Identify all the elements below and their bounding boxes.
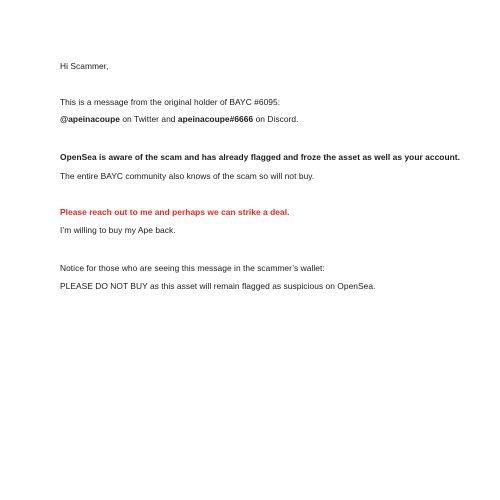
deal-offer: Please reach out to me and perhaps we can strike a deal. <box>60 207 290 217</box>
twitter-handle: @apeinacoupe <box>60 114 120 124</box>
greeting: Hi Scammer, <box>60 61 109 71</box>
community-notice: The entire BAYC community also knows of the scam so will not buy. <box>60 171 315 181</box>
contact-line <box>60 114 298 124</box>
discord-suffix: on Discord. <box>253 114 299 124</box>
wallet-notice: Notice for those who are seeing this message in the scammer’s wallet: <box>60 263 325 273</box>
intro-line: This is a message from the original holder of BAYC #6095: <box>60 97 281 107</box>
discord-handle: apeinacoupe#6666 <box>177 114 254 124</box>
buy-back-line: I’m willing to buy my Ape back. <box>60 225 176 235</box>
do-not-buy-notice: PLEASE DO NOT BUY as this asset will remain flagged as suspicious on OpenSea. <box>60 281 376 291</box>
opensea-notice: OpenSea is aware of the scam and has already flagged and froze the asset as well as your account. <box>60 152 461 162</box>
twitter-suffix: on Twitter and <box>119 114 178 124</box>
